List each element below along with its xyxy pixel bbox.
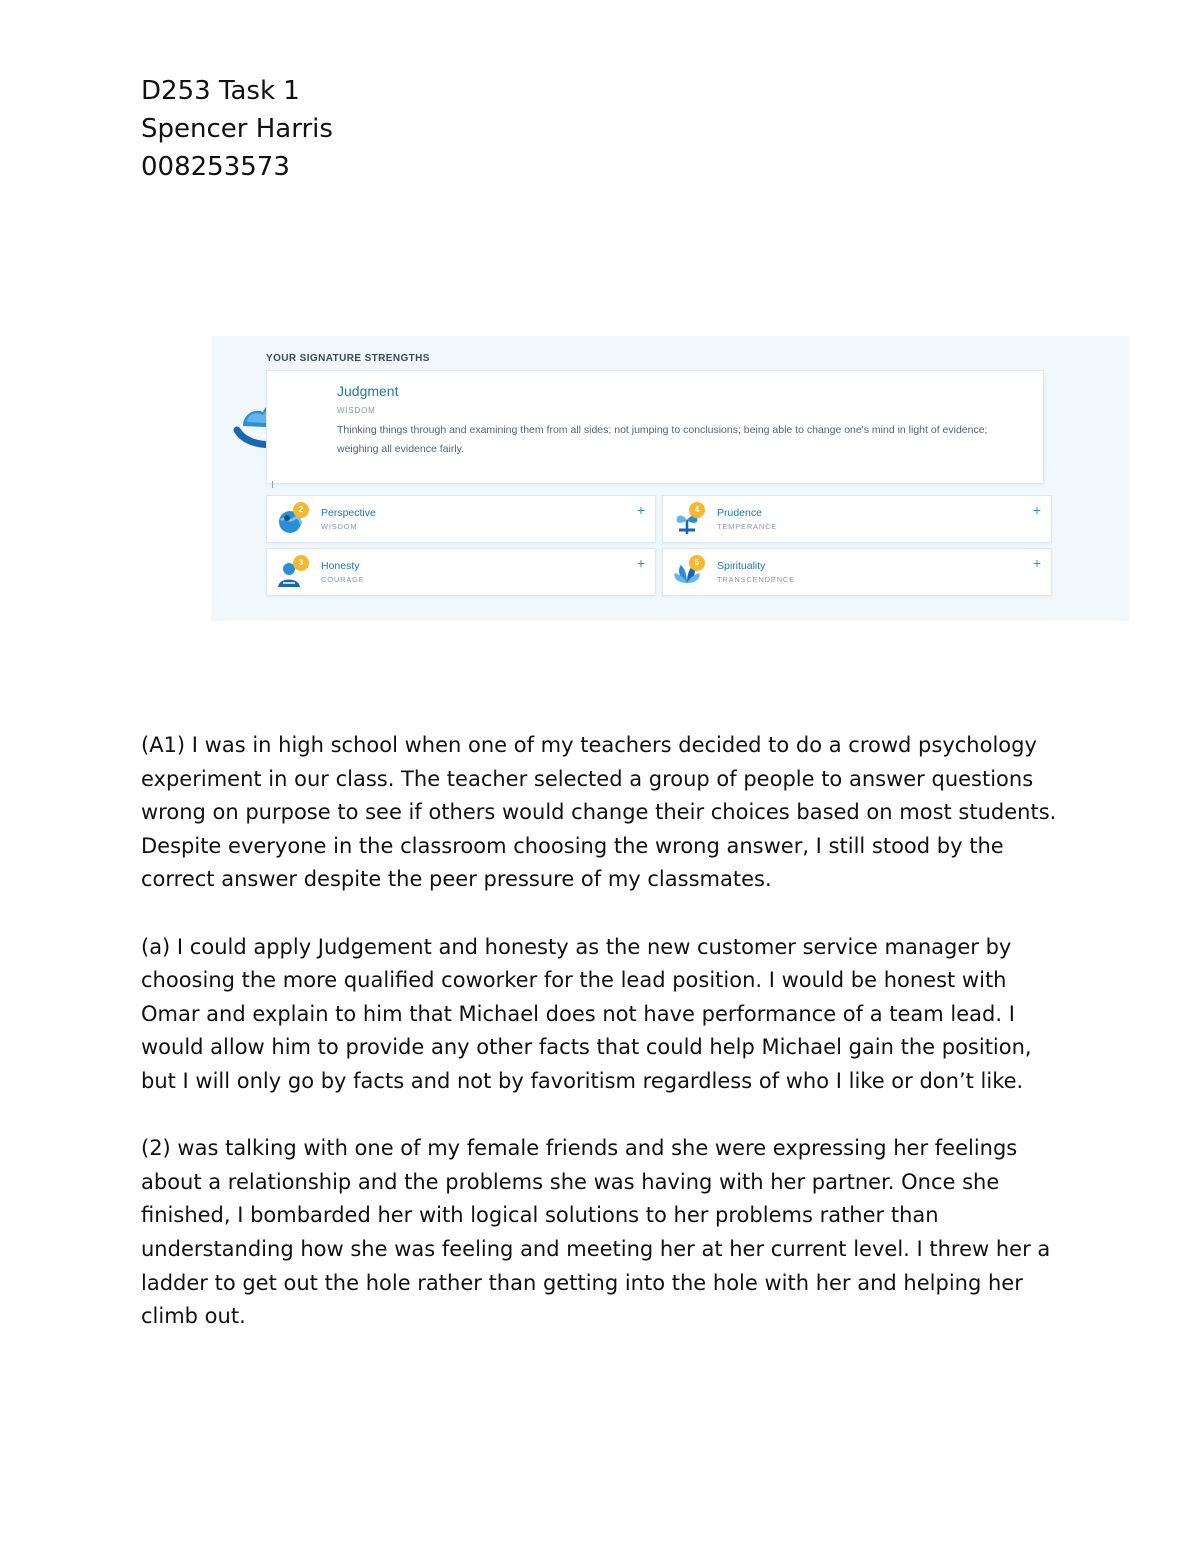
course-task-title: D253 Task 1 xyxy=(141,76,300,106)
strength-name: Honesty xyxy=(321,560,360,572)
strength-virtue: TRANSCENDENCE xyxy=(717,575,795,584)
strength-name: Spirituality xyxy=(717,560,766,572)
strength-name: Judgment xyxy=(337,383,399,399)
rank-badge: 3 xyxy=(293,555,309,571)
strength-virtue: COURAGE xyxy=(321,575,365,584)
strength-card-prudence[interactable] xyxy=(662,495,1052,543)
rank-badge: 4 xyxy=(689,502,705,518)
rank-badge: 2 xyxy=(293,502,309,518)
author-name: Spencer Harris xyxy=(141,114,333,144)
strength-virtue: WISDOM xyxy=(321,522,358,531)
student-id: 008253573 xyxy=(141,152,290,182)
expand-button[interactable]: + xyxy=(636,502,645,518)
divider-tick xyxy=(272,481,273,488)
strength-description: Thinking things through and examining them from all sides; not jumping to conclusions; being able to change one's mind in light of evidence; weighing all evidence fairly. xyxy=(337,424,988,455)
rank-badge: 5 xyxy=(689,555,705,571)
expand-button[interactable]: + xyxy=(1032,502,1041,518)
expand-button[interactable]: + xyxy=(636,555,645,571)
paragraph-a1: (A1) I was in high school when one of my teachers decided to do a crowd psychology experiment in our class. The teacher selected a group of people to answer questions wrong on purpose to see if others would change their choices based on most students. Despite everyone in the classroom choosing the wrong answer, I still stood by the correct answer despite the peer pressure of my classmates. xyxy=(141,733,1057,892)
document-header xyxy=(141,72,333,186)
strength-name: Prudence xyxy=(717,507,762,519)
document-body xyxy=(141,729,1071,1367)
paragraph-2: (2) was talking with one of my female friends and she were expressing her feelings about a relationship and the problems she was having with her partner. Once she finished, I bombarded her with logical solutions to her problems rather than understanding how she was feeling and meeting her at her current level. I threw her a ladder to get out the hole rather than getting into the hole with her and helping her climb out. xyxy=(141,1136,1051,1329)
strength-card-perspective[interactable] xyxy=(266,495,656,543)
strength-card-spirituality[interactable] xyxy=(662,548,1052,596)
expand-button[interactable]: + xyxy=(1032,555,1041,571)
top-strength-card[interactable] xyxy=(266,370,1044,484)
panel-title: YOUR SIGNATURE STRENGTHS xyxy=(266,353,430,364)
paragraph-a: (a) I could apply Judgement and honesty as the new customer service manager by choosing the more qualified coworker for the lead position. I would be honest with Omar and explain to him that Michael does not have performance of a team lead. I would allow him to provide any other facts that could help Michael gain the position, but I will only go by facts and not by favoritism regardless of who I like or don’t like. xyxy=(141,934,1032,1093)
signature-strengths-panel xyxy=(211,336,1129,621)
strength-name: Perspective xyxy=(321,507,376,519)
strength-card-honesty[interactable] xyxy=(266,548,656,596)
strength-virtue: WISDOM xyxy=(337,406,376,415)
strength-virtue: TEMPERANCE xyxy=(717,522,778,531)
